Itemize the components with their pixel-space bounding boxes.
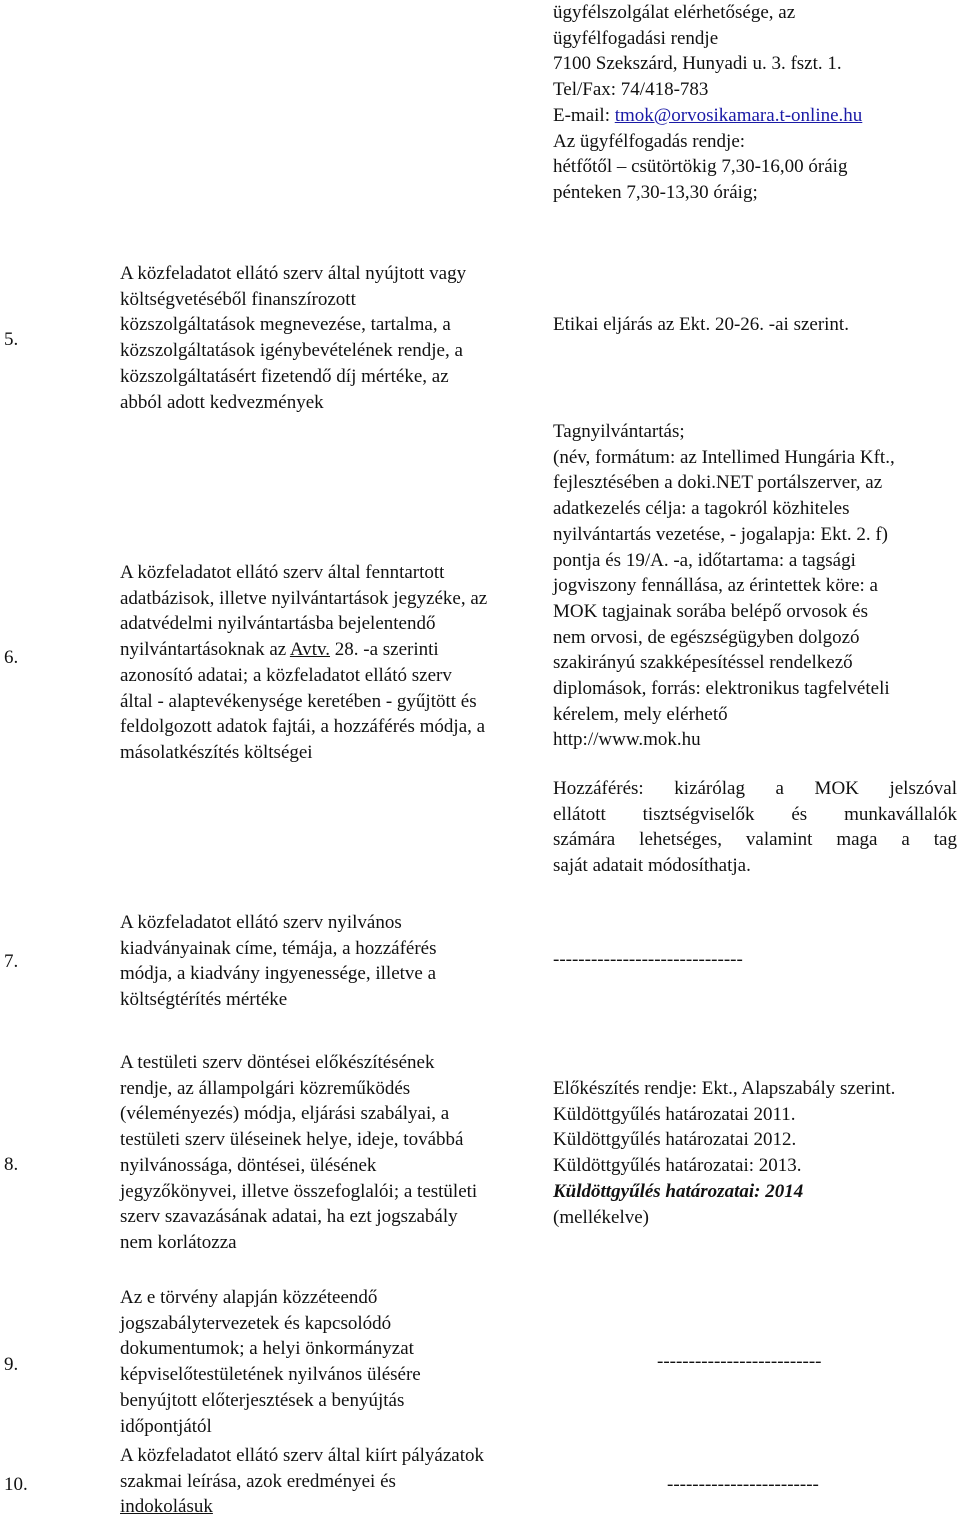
row-9-desc-line: benyújtott előterjesztések a benyújtás: [120, 1389, 405, 1411]
row-5-description: [120, 261, 466, 415]
row-6-value: [553, 419, 895, 753]
row-6-value-line: pontja és 19/A. -a, időtartama: a tagsági: [553, 549, 856, 571]
indokolasuk-link[interactable]: indokolásuk: [120, 1496, 213, 1518]
row-8-desc-line: rendje, az állampolgári közreműködés: [120, 1077, 411, 1099]
row-5-desc-line: közszolgáltatásért fizetendő díj mértéke, az: [120, 365, 449, 387]
row-7-description: [120, 910, 437, 1013]
row-6-value-line: Tagnyilvántartás;: [553, 421, 685, 442]
row-8-value-line: Küldöttgyűlés határozatai 2012.: [553, 1129, 797, 1151]
row-6-access-line: ellátott tisztségviselők és munkavállalók: [553, 803, 957, 825]
row-9-desc-line: dokumentumok; a helyi önkormányzat: [120, 1338, 414, 1360]
row-7-value-dashes: ------------------------------: [553, 949, 743, 970]
row-8-description: [120, 1050, 477, 1256]
row-6-value-line: MOK tagjainak sorába belépő orvosok és: [553, 600, 869, 622]
row-6-value-line: fejlesztésében a doki.NET portálszerver, az: [553, 472, 883, 494]
row-8-desc-line: A testületi szerv döntései előkészítésének: [120, 1052, 435, 1073]
row-10-value-dashes: ------------------------: [667, 1474, 819, 1495]
row-8-value-line: Előkészítés rendje: Ekt., Alapszabály szerint.: [553, 1078, 896, 1099]
row-6-desc-line: adatbázisok, illetve nyilvántartások jegyzéke, az: [120, 587, 488, 609]
row-6-desc-line: adatvédelmi nyilvántartásba bejelentendő: [120, 613, 436, 635]
row-5-desc-line: közszolgáltatások megnevezése, tartalma, a: [120, 314, 451, 336]
contact-phone: Tel/Fax: 74/418-783: [553, 79, 709, 101]
row-8-value-line: (mellékelve): [553, 1206, 650, 1228]
row-6-access-line: Hozzáférés: kizárólag a MOK jelszóval: [553, 778, 957, 799]
row-6-desc-part: nyilvántartásoknak az: [120, 639, 290, 661]
contact-address: 7100 Szekszárd, Hunyadi u. 3. fszt. 1.: [553, 53, 842, 75]
row-6-desc-line: feldolgozott adatok fajtái, a hozzáférés módja, a: [120, 716, 486, 738]
row-5-desc-line: abból adott kedvezmények: [120, 391, 324, 413]
row-8-desc-line: szerv szavazásának adatai, ha ezt jogszabály: [120, 1206, 458, 1228]
row-6-desc-line: által - alaptevékenysége keretében - gyűjtött és: [120, 690, 477, 712]
row-6-desc-part: 28. -a szerinti: [330, 639, 439, 661]
row-9-value: [657, 1349, 822, 1375]
row-7-desc-line: A közfeladatot ellátó szerv nyilvános: [120, 912, 402, 933]
row-6-value-line: adatkezelés célja: a tagokról közhiteles: [553, 498, 850, 520]
row-8-desc-line: nyilvánossága, döntései, ülésének: [120, 1154, 377, 1176]
avtv-link[interactable]: Avtv.: [289, 639, 330, 661]
row-9-desc-line: időpontjától: [120, 1415, 212, 1437]
row-7-desc-line: módja, a kiadvány ingyenessége, illetve a: [120, 963, 437, 985]
contact-email-line: [553, 103, 862, 129]
row-number-5: 5.: [4, 329, 19, 350]
row-6-value-line: kérelem, mely elérhető: [553, 703, 728, 725]
row-8-desc-line: testületi szerv üléseinek helye, ideje, továbbá: [120, 1129, 464, 1151]
row-6-value-line: diplomások, forrás: elektronikus tagfelvételi: [553, 678, 890, 700]
row-9-desc-line: jogszabálytervezetek és kapcsolódó: [120, 1312, 392, 1334]
row-6-access: [553, 776, 957, 879]
row-8-value-line: Küldöttgyűlés határozatai 2011.: [553, 1103, 796, 1125]
row-7-value: [553, 947, 743, 973]
row-number-8: 8.: [4, 1154, 19, 1175]
row-6-value-line: nyilvántartás vezetése, - jogalapja: Ekt. 2. f): [553, 523, 889, 545]
mok-link[interactable]: http://www.mok.hu: [553, 729, 701, 751]
row-10-description: [120, 1443, 484, 1520]
row-6-desc-line: A közfeladatot ellátó szerv által fenntartott: [120, 562, 445, 583]
row-5-value: [553, 312, 849, 338]
row-number-7: 7.: [4, 951, 19, 972]
row-number-6: 6.: [4, 647, 19, 668]
row-number-9: 9.: [4, 1354, 19, 1375]
row-8-desc-line: jegyzőkönyvei, illetve összefoglalói; a testületi: [120, 1180, 478, 1202]
row-8-desc-line: (véleményezés) módja, eljárási szabályai, a: [120, 1103, 450, 1125]
row-8-value-line: Küldöttgyűlés határozatai: 2013.: [553, 1155, 802, 1177]
row-9-value-dashes: --------------------------: [657, 1351, 822, 1372]
office-hours-weekdays: hétfőtől – csütörtökig 7,30-16,00 óráig: [553, 156, 848, 178]
row-9-desc-line: képviselőtestületének nyilvános ülésére: [120, 1364, 421, 1386]
row-10-desc-line: szakmai leírása, azok eredményei és: [120, 1470, 396, 1492]
row-6-access-line: saját adatait módosíthatja.: [553, 855, 751, 877]
contact-line-1: ügyfélszolgálat elérhetősége, az: [553, 2, 796, 23]
row-6-value-line: szakirányú szakképesítéssel rendelkező: [553, 652, 853, 674]
row-number-10: 10.: [4, 1474, 28, 1495]
row-5-value-text: Etikai eljárás az Ekt. 20-26. -ai szerint.: [553, 314, 849, 335]
row-7-desc-line: kiadványainak címe, témája, a hozzáférés: [120, 937, 437, 959]
email-label: E-mail:: [553, 104, 615, 126]
row-8-value-line-highlight: Küldöttgyűlés határozatai: 2014: [553, 1180, 804, 1202]
row-6-access-line: számára lehetséges, valamint maga a tag: [553, 829, 957, 851]
office-hours-friday: pénteken 7,30-13,30 óráig;: [553, 181, 758, 203]
row-8-value: [553, 1076, 895, 1230]
row-6-description: [120, 560, 487, 766]
row-9-description: [120, 1285, 421, 1439]
row-6-desc-line-with-link: [120, 637, 487, 663]
row-6-value-line: nem orvosi, de egészségügyben dolgozó: [553, 626, 860, 648]
contact-line-2: ügyfélfogadási rendje: [553, 27, 719, 49]
email-link[interactable]: tmok@orvosikamara.t-online.hu: [614, 104, 863, 126]
contact-block: [553, 0, 862, 206]
row-6-desc-line: azonosító adatai; a közfeladatot ellátó szerv: [120, 664, 452, 686]
row-8-desc-line: nem korlátozza: [120, 1231, 237, 1253]
row-10-value: [667, 1472, 819, 1498]
row-9-desc-line: Az e törvény alapján közzéteendő: [120, 1287, 378, 1308]
row-6-value-line: jogviszony fennállása, az érintettek köre: a: [553, 575, 878, 597]
row-6-desc-line: másolatkészítés költségei: [120, 741, 313, 763]
office-hours-title: Az ügyfélfogadás rendje:: [553, 130, 746, 152]
row-5-desc-line: költségvetéséből finanszírozott: [120, 288, 356, 310]
row-6-value-line: (név, formátum: az Intellimed Hungária Kft.,: [553, 446, 895, 468]
row-10-desc-line: A közfeladatot ellátó szerv által kiírt pályázatok: [120, 1445, 485, 1466]
row-5-desc-line: A közfeladatot ellátó szerv által nyújtott vagy: [120, 263, 467, 284]
row-7-desc-line: költségtérítés mértéke: [120, 989, 288, 1011]
row-5-desc-line: közszolgáltatások igénybevételének rendje, a: [120, 340, 463, 362]
